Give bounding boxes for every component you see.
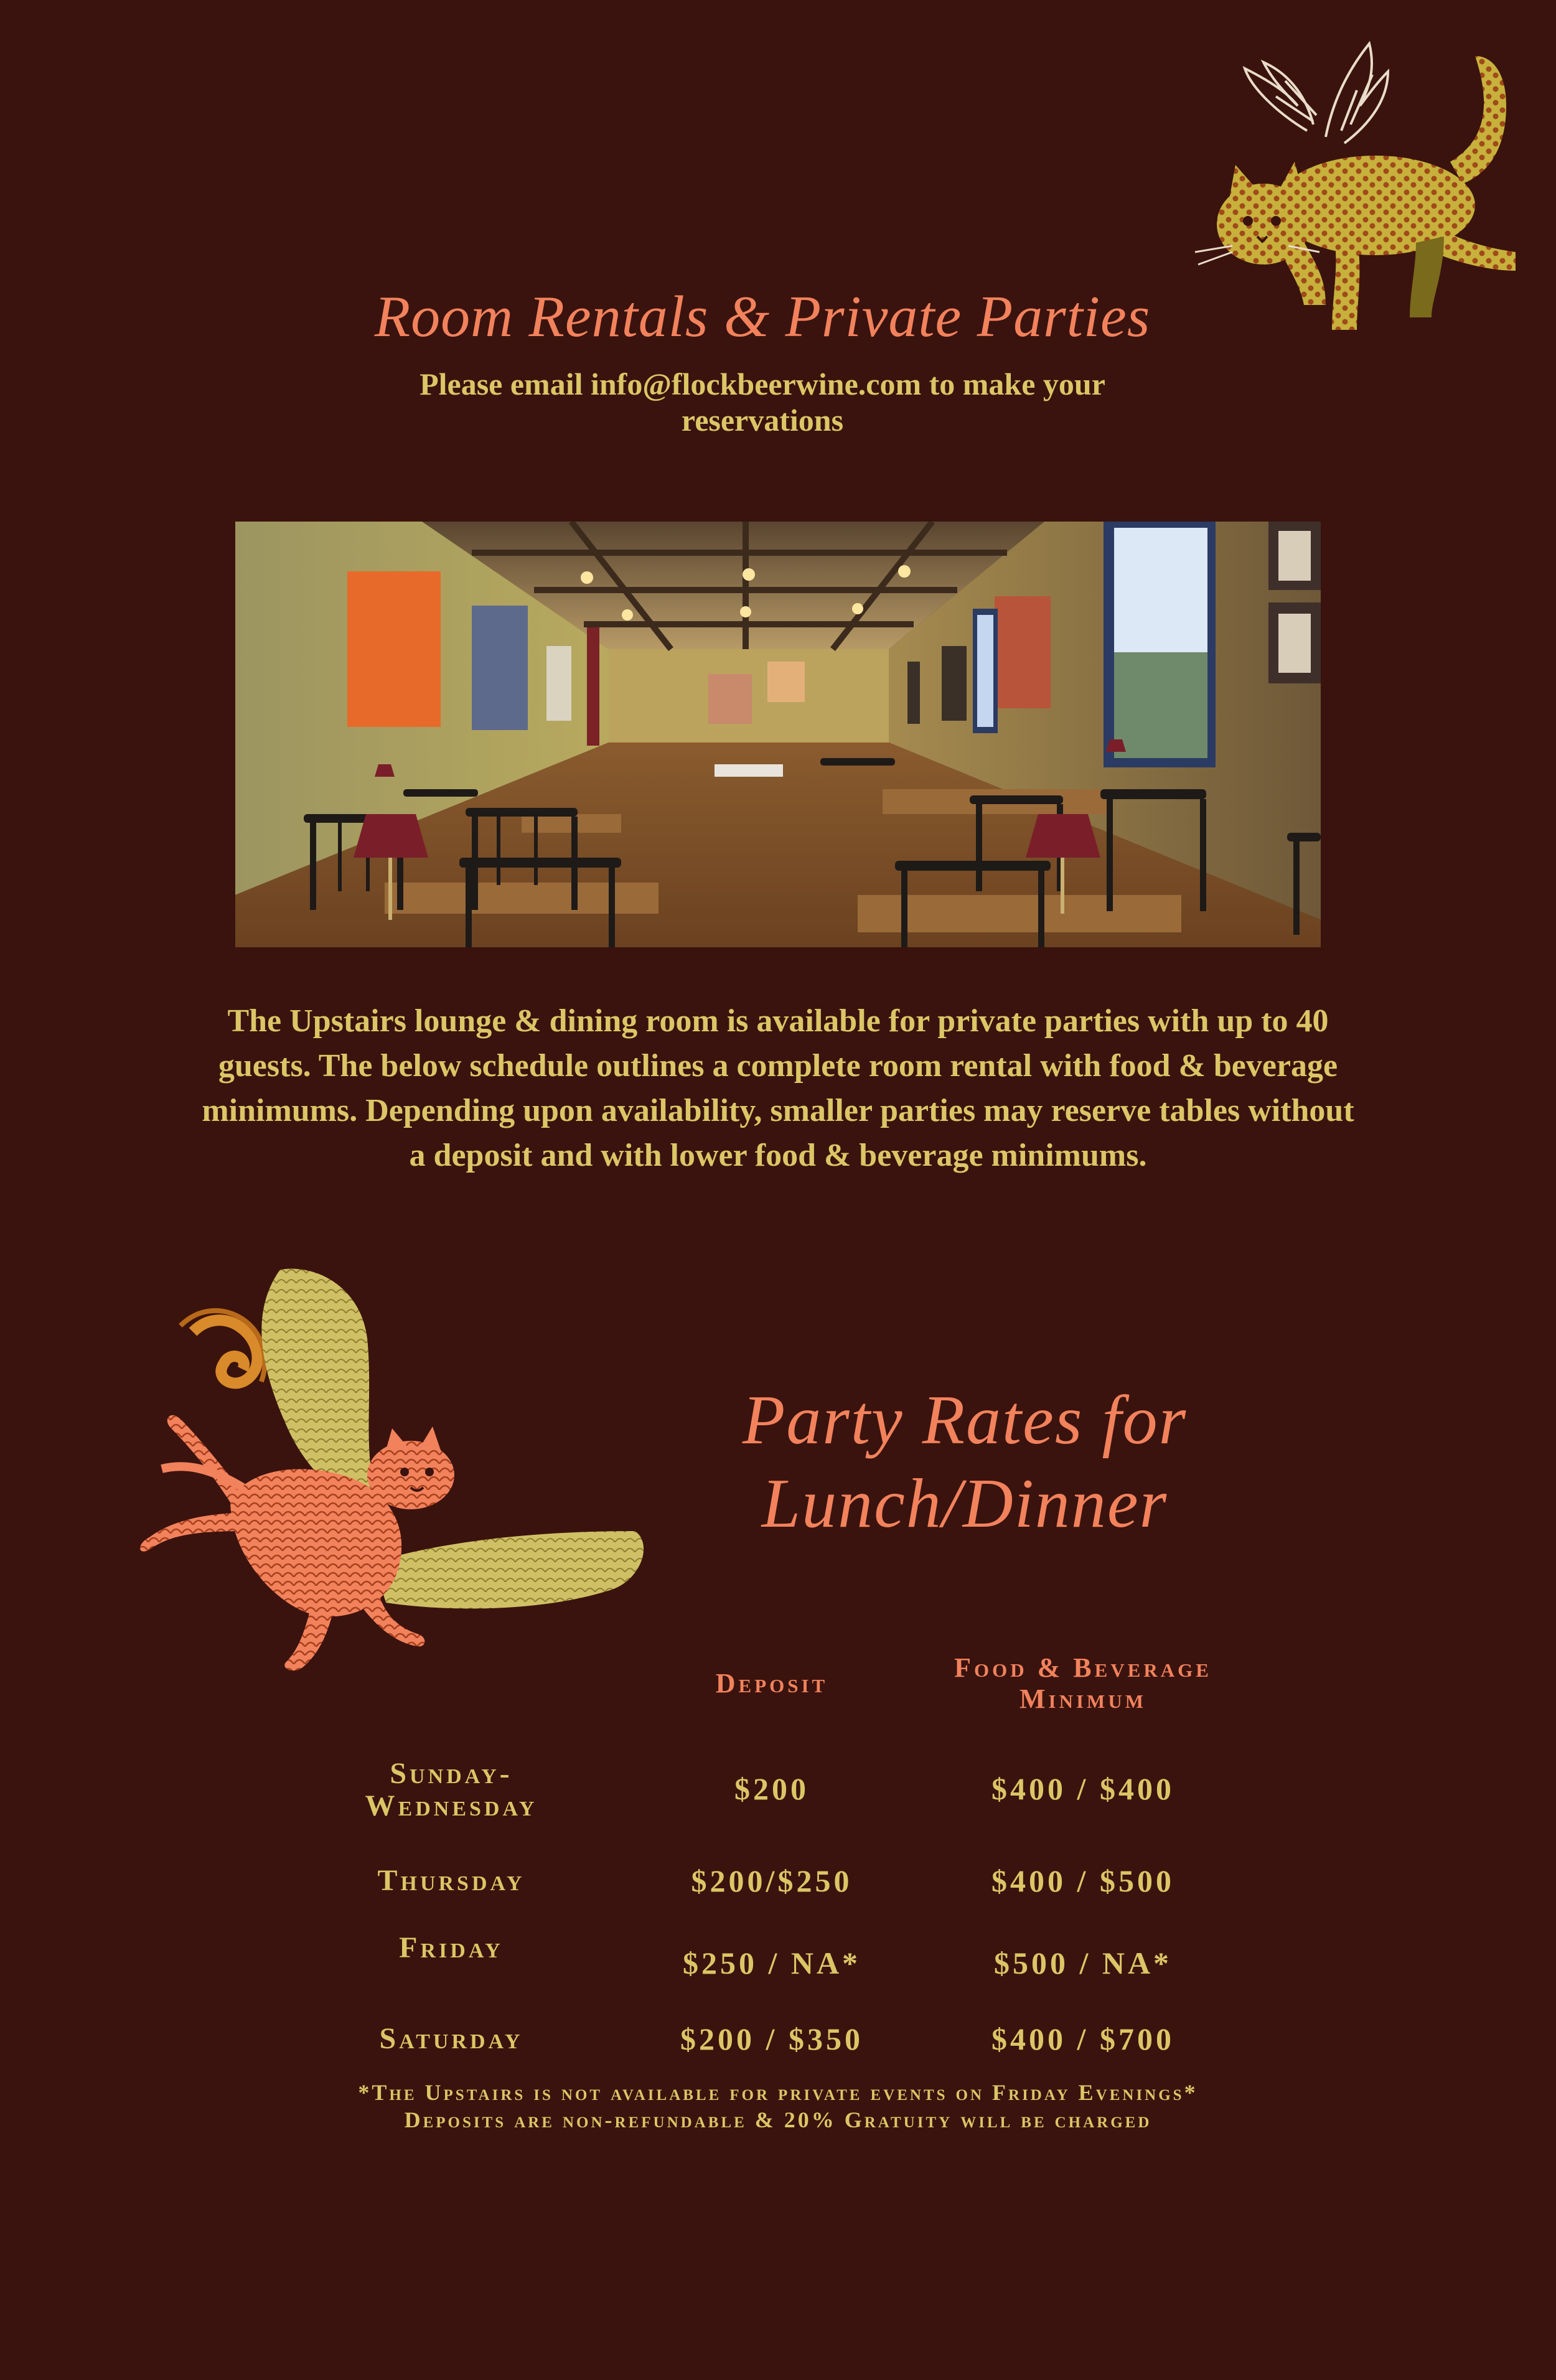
rate-row-day xyxy=(311,1758,591,1822)
winged-leopard-illustration xyxy=(137,1263,666,1680)
footnote-friday-unavailable: *The Upstairs is not available for private events on Friday Evenings* xyxy=(358,2080,1198,2105)
upstairs-dining-room-photo xyxy=(235,522,1321,947)
rate-minimum: $400 / $700 xyxy=(991,2022,1174,2056)
party-rates-title xyxy=(654,1379,1276,1545)
rate-deposit: $200 / $350 xyxy=(680,2022,863,2056)
party-rates-title-line1: Party Rates for xyxy=(742,1382,1188,1459)
rate-minimum: $400 / $500 xyxy=(991,1863,1174,1898)
rate-row-day: Friday xyxy=(399,1931,504,1964)
column-header-fb-line2: Minimum xyxy=(1019,1684,1146,1714)
party-rates-title-line2: Lunch/Dinner xyxy=(761,1465,1168,1542)
reservation-email-note: Please email info@flockbeerwine.com to make your reservations xyxy=(419,367,1105,438)
rate-row-day: Saturday xyxy=(379,2022,523,2055)
footnote-deposit-policy: Deposits are non-refundable & 20% Gratuity will be charged xyxy=(404,2107,1152,2132)
column-header-deposit: Deposit xyxy=(715,1668,828,1698)
column-header-fb-line1: Food & Beverage xyxy=(954,1652,1212,1683)
rates-footnote xyxy=(124,2079,1432,2134)
rate-deposit: $200/$250 xyxy=(691,1863,853,1898)
rate-minimum: $400 / $400 xyxy=(991,1771,1174,1806)
page-title: Room Rentals & Private Parties xyxy=(374,284,1151,349)
rate-row-day: Thursday xyxy=(377,1864,525,1897)
column-header-fb-minimum xyxy=(902,1652,1263,1715)
rate-minimum: $500 / NA* xyxy=(993,1946,1173,1980)
day-label-line2: Wednesday xyxy=(365,1789,538,1822)
room-description: The Upstairs lounge & dining room is available for private parties with up to 40 guests. The below schedule outlines a complete room rental with food & beverage minimums. Depending upon availability, smaller parties may reserve tables without a deposit and with lower food & beverage minimums. xyxy=(202,1003,1354,1173)
day-label-line1: Sunday- xyxy=(390,1757,513,1790)
rate-deposit: $250 / NA* xyxy=(682,1946,861,1980)
rate-deposit: $200 xyxy=(734,1771,809,1806)
